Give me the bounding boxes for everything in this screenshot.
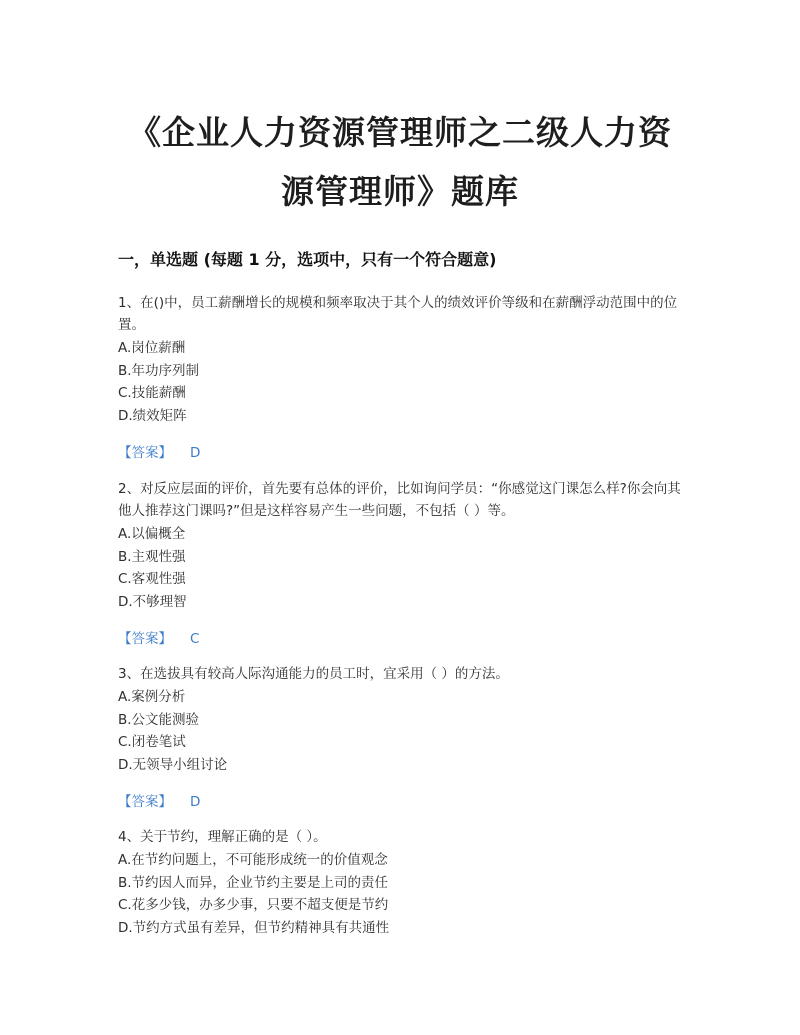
option-c: C.技能薪酬 (118, 385, 186, 401)
question-stem: 1、在()中，员工薪酬增长的规模和频率取决于其个人的绩效评价等级和在薪酬浮动范围中的位置。 (118, 295, 678, 333)
question-stem: 2、对反应层面的评价，首先要有总体的评价，比如询问学员：“你感觉这门课怎么样?你会向其他人推荐这门课吗?”但是这样容易产生一些问题，不包括（ ）等。 (118, 481, 681, 519)
option-d: D.不够理智 (118, 593, 187, 610)
option-d: D.绩效矩阵 (118, 407, 187, 424)
option-b: B.年功序列制 (118, 362, 200, 379)
title-line-1: 《企业人力资源管理师之二级人力资 (128, 113, 672, 152)
question-2 (118, 478, 688, 650)
option-c: C.花多少钱，办多少事，只要不超支便是节约 (118, 897, 389, 913)
answer-tag: 【答案】 (118, 794, 172, 810)
title-line-2: 源管理师》题库 (281, 172, 519, 211)
answer-row (118, 628, 688, 650)
answer-tag: 【答案】 (118, 445, 172, 461)
question-3 (118, 663, 688, 813)
option-a: A.以偏概全 (118, 526, 186, 542)
answer-row (118, 442, 688, 464)
option-b: B.公文能测验 (118, 711, 200, 728)
option-c: C.闭卷笔试 (118, 734, 186, 750)
option-b: B.主观性强 (118, 548, 186, 565)
question-stem: 3、在选拔具有较高人际沟通能力的员工时，宜采用（ ）的方法。 (118, 666, 509, 682)
option-c: C.客观性强 (118, 571, 186, 587)
option-d: D.无领导小组讨论 (118, 756, 228, 773)
document-title (100, 103, 700, 221)
answer-value: C (190, 631, 200, 647)
answer-tag: 【答案】 (118, 631, 172, 647)
option-a: A.岗位薪酬 (118, 340, 186, 356)
question-1 (118, 292, 688, 464)
option-b: B.节约因人而异，企业节约主要是上司的责任 (118, 874, 389, 891)
option-a: A.在节约问题上，不可能形成统一的价值观念 (118, 852, 388, 868)
answer-row (118, 791, 688, 813)
question-stem: 4、关于节约，理解正确的是（ ）。 (118, 829, 327, 845)
answer-value: D (190, 445, 201, 461)
option-a: A.案例分析 (118, 689, 186, 705)
answer-value: D (190, 794, 201, 810)
section-heading: 一，单选题 (每题 1 分，选项中，只有一个符合题意) (118, 250, 497, 269)
question-4 (118, 826, 688, 939)
option-d: D.节约方式虽有差异，但节约精神具有共通性 (118, 919, 390, 936)
